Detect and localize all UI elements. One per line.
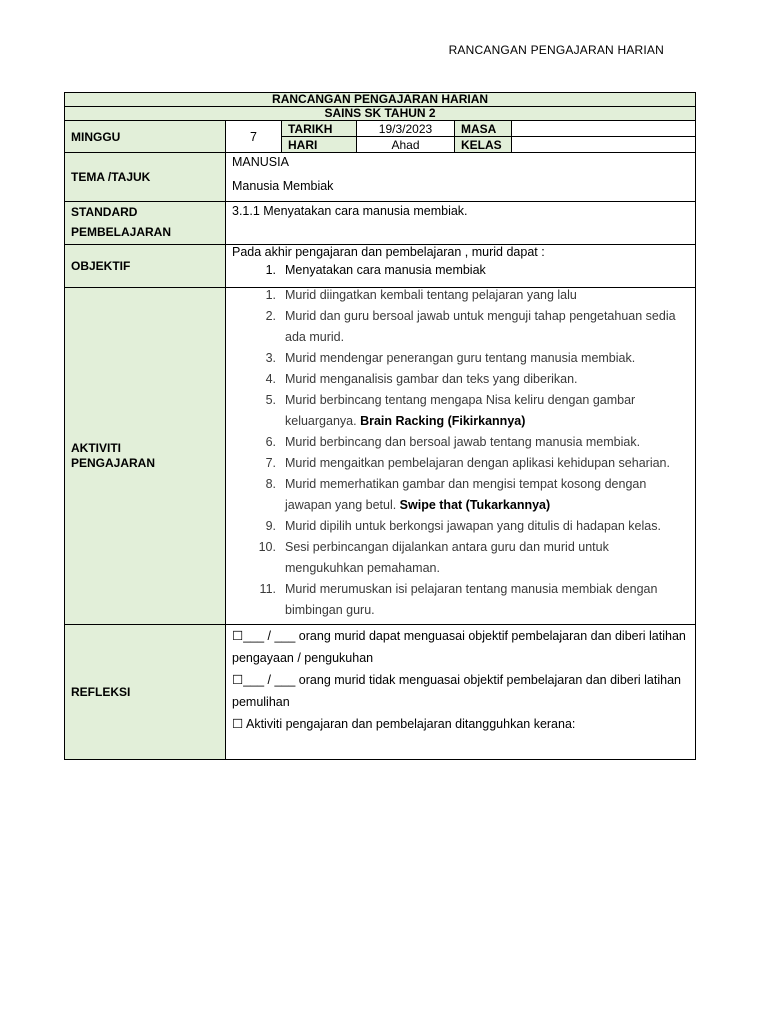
list-item [232, 432, 689, 453]
masa-value [512, 121, 696, 137]
list-number: 6. [265, 435, 276, 449]
list-number: 11. [259, 582, 276, 596]
title-row-2 [65, 107, 696, 121]
aktiviti-text: Murid dipilih untuk berkongsi jawapan yang ditulis di hadapan kelas. [285, 519, 661, 533]
kelas-label: KELAS [455, 137, 512, 153]
objektif-list [232, 260, 689, 281]
aktiviti-label-line2: PENGAJARAN [71, 456, 156, 470]
standard-row [65, 202, 696, 245]
refleksi-row [65, 625, 696, 760]
list-number: 5. [265, 393, 276, 407]
aktiviti-text: Murid berbincang dan bersoal jawab tentang manusia membiak. [285, 435, 641, 449]
list-item [232, 537, 689, 579]
minggu-label: MINGGU [65, 121, 226, 153]
page-header: RANCANGAN PENGAJARAN HARIAN [448, 43, 664, 57]
tema-subtopic: Manusia Membiak [232, 179, 334, 193]
aktiviti-text: Murid merumuskan isi pelajaran tentang manusia membiak dengan bimbingan guru. [285, 582, 658, 617]
aktiviti-text: Murid dan guru bersoal jawab untuk menguji tahap pengetahuan sedia ada murid. [285, 309, 676, 344]
objektif-intro: Pada akhir pengajaran dan pembelajaran , murid dapat : [232, 245, 545, 259]
aktiviti-text: Sesi perbincangan dijalankan antara guru dan murid untuk mengukuhkan pemahaman. [285, 540, 609, 575]
list-item [232, 474, 689, 516]
objektif-label: OBJEKTIF [65, 245, 226, 288]
list-number: 1. [265, 288, 276, 302]
list-item [232, 348, 689, 369]
list-item [232, 516, 689, 537]
aktiviti-text: Murid berbincang tentang mengapa Nisa keliru dengan gambar keluarganya. [285, 393, 636, 428]
hari-value: Ahad [357, 137, 455, 153]
aktiviti-label [65, 288, 226, 625]
aktiviti-row [65, 288, 696, 625]
list-item [232, 579, 689, 621]
tarikh-value: 19/3/2023 [357, 121, 455, 137]
list-item [232, 285, 689, 306]
aktiviti-text: Murid menganalisis gambar dan teks yang diberikan. [285, 372, 578, 386]
plan-title: RANCANGAN PENGAJARAN HARIAN [65, 93, 696, 107]
plan-subtitle: SAINS SK TAHUN 2 [65, 107, 696, 121]
refleksi-label: REFLEKSI [65, 625, 226, 760]
minggu-row [65, 121, 696, 137]
refleksi-option-2: ☐___ / ___ orang murid tidak menguasai objektif pembelajaran dan diberi latihan pemulihan [232, 673, 681, 709]
title-row-1 [65, 93, 696, 107]
kelas-value [512, 137, 696, 153]
standard-label [65, 202, 226, 245]
lesson-plan-table [64, 92, 696, 760]
list-item [232, 260, 689, 281]
refleksi-value [226, 625, 696, 760]
strategy-label: Brain Racking (Fikirkannya) [360, 414, 526, 428]
list-number: 9. [265, 519, 276, 533]
aktiviti-text: Murid mendengar penerangan guru tentang manusia membiak. [285, 351, 636, 365]
aktiviti-label-line1: AKTIVITI [71, 441, 121, 455]
aktiviti-text: Murid mengaitkan pembelajaran dengan aplikasi kehidupan seharian. [285, 456, 670, 470]
list-number: 10. [258, 540, 276, 554]
list-item [232, 453, 689, 474]
list-item [232, 306, 689, 348]
tema-topic: MANUSIA [232, 155, 289, 169]
objektif-row [65, 245, 696, 288]
refleksi-option-3: ☐ Aktiviti pengajaran dan pembelajaran ditangguhkan kerana: [232, 717, 576, 731]
strategy-label: Swipe that (Tukarkannya) [399, 498, 551, 512]
standard-value: 3.1.1 Menyatakan cara manusia membiak. [226, 202, 696, 245]
standard-label-line1: STANDARD [71, 205, 138, 219]
objektif-item: Menyatakan cara manusia membiak [285, 263, 486, 277]
refleksi-option-1: ☐___ / ___ orang murid dapat menguasai objektif pembelajaran dan diberi latihan pengayaan / pengukuhan [232, 629, 686, 665]
list-number: 4. [265, 372, 276, 386]
aktiviti-text: Murid memerhatikan gambar dan mengisi tempat kosong dengan jawapan yang betul. [285, 477, 647, 512]
tema-label: TEMA /TAJUK [65, 153, 226, 202]
tarikh-label: TARIKH [282, 121, 357, 137]
list-number: 1. [265, 263, 276, 277]
aktiviti-text: Murid diingatkan kembali tentang pelajaran yang lalu [285, 288, 577, 302]
list-number: 8. [265, 477, 276, 491]
list-number: 2. [265, 309, 276, 323]
list-item [232, 390, 689, 432]
tema-value [226, 153, 696, 202]
standard-label-line2: PEMBELAJARAN [71, 225, 172, 239]
aktiviti-value [226, 288, 696, 625]
objektif-value [226, 245, 696, 288]
minggu-value: 7 [226, 121, 282, 153]
list-item [232, 369, 689, 390]
aktiviti-list [232, 285, 689, 621]
hari-label: HARI [282, 137, 357, 153]
tema-row [65, 153, 696, 202]
list-number: 7. [265, 456, 276, 470]
list-number: 3. [265, 351, 276, 365]
masa-label: MASA [455, 121, 512, 137]
